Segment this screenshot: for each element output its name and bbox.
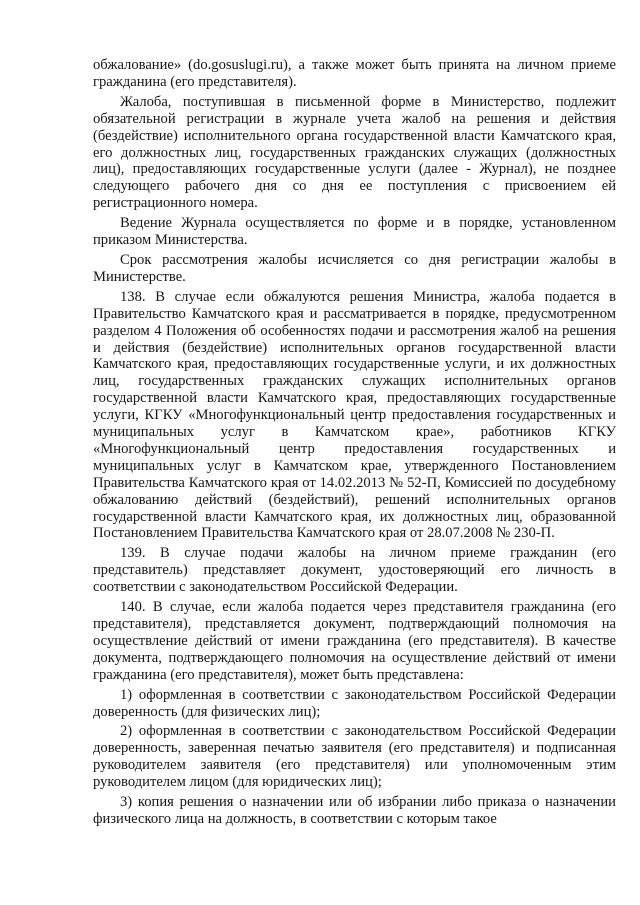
list-item-3: 3) копия решения о назначении или об избрании либо приказа о назначении физического лица на должность, в соответствии с которым такое (93, 794, 616, 827)
paragraph-140: 140. В случае, если жалоба подается через представителя гражданина (его представителя), представляется документ, подтверждающий полномочия на осуществление действий от имени гражданина (его представителя). В качестве документа, подтверждающего полномочия на осуществление действий от имени гражданина (его представителя), может быть представлена: (93, 599, 616, 683)
paragraph-journal-maintenance: Ведение Журнала осуществляется по форме и в порядке, установленном приказом Министерства. (93, 215, 616, 249)
paragraph-complaint-registration: Жалоба, поступившая в письменной форме в Министерство, подлежит обязательной регистрации в журнале учета жалоб на решения и действия (бездействие) исполнительного органа государственной власти Камчатского края, его должностных лиц, государственных гражданских служащих (должностных лиц), предоставляющих государственные услуги (далее - Журнал), не позднее следующего рабочего дня со дня ее поступления с присвоением ей регистрационного номера. (93, 93, 616, 212)
paragraph-review-period: Срок рассмотрения жалобы исчисляется со дня регистрации жалобы в Министерстве. (93, 251, 616, 285)
document-page (93, 57, 616, 831)
paragraph-138: 138. В случае если обжалуются решения Министра, жалоба подается в Правительство Камчатского края и рассматривается в порядке, предусмотренном разделом 4 Положения об особенностях подачи и рассмотрения жалоб на решения и действия (бездействие) исполнительных органов государственной власти Камчатского края, предоставляющих государственные услуги, и их должностных лиц, государственных гражданских служащих исполнительных органов государственной власти Камчатского края, предоставляющих государственные услуги, КГКУ «Многофункциональный центр предоставления государственных и муниципальных услуг в Камчатском крае», работников КГКУ «Многофункциональный центр предоставления государственных и муниципальных услуг в Камчатском крае, утвержденного Постановлением Правительства Камчатского края от 14.02.2013 № 52-П, Комиссией по досудебному обжалованию действий (бездействий), решений исполнительных органов государственной власти Камчатского края, их должностных лиц, образованной Постановлением Правительства Камчатского края от 28.07.2008 № 230-П. (93, 288, 616, 542)
paragraph-139: 139. В случае подачи жалобы на личном приеме гражданин (его представитель) представляет документ, удостоверяющий его личность в соответствии с законодательством Российской Федерации. (93, 545, 616, 596)
list-item-1: 1) оформленная в соответствии с законодательством Российской Федерации доверенность (для физических лиц); (93, 686, 616, 720)
list-item-2: 2) оформленная в соответствии с законодательством Российской Федерации доверенность, заверенная печатью заявителя (его представителя) и подписанная руководителем заявителя (его представителя) или уполномоченным этим руководителем лицом (для юридических лиц); (93, 723, 616, 791)
paragraph-continuation: обжалование» (do.gosuslugi.ru), а также может быть принята на личном приеме гражданина (его представителя). (93, 57, 616, 90)
